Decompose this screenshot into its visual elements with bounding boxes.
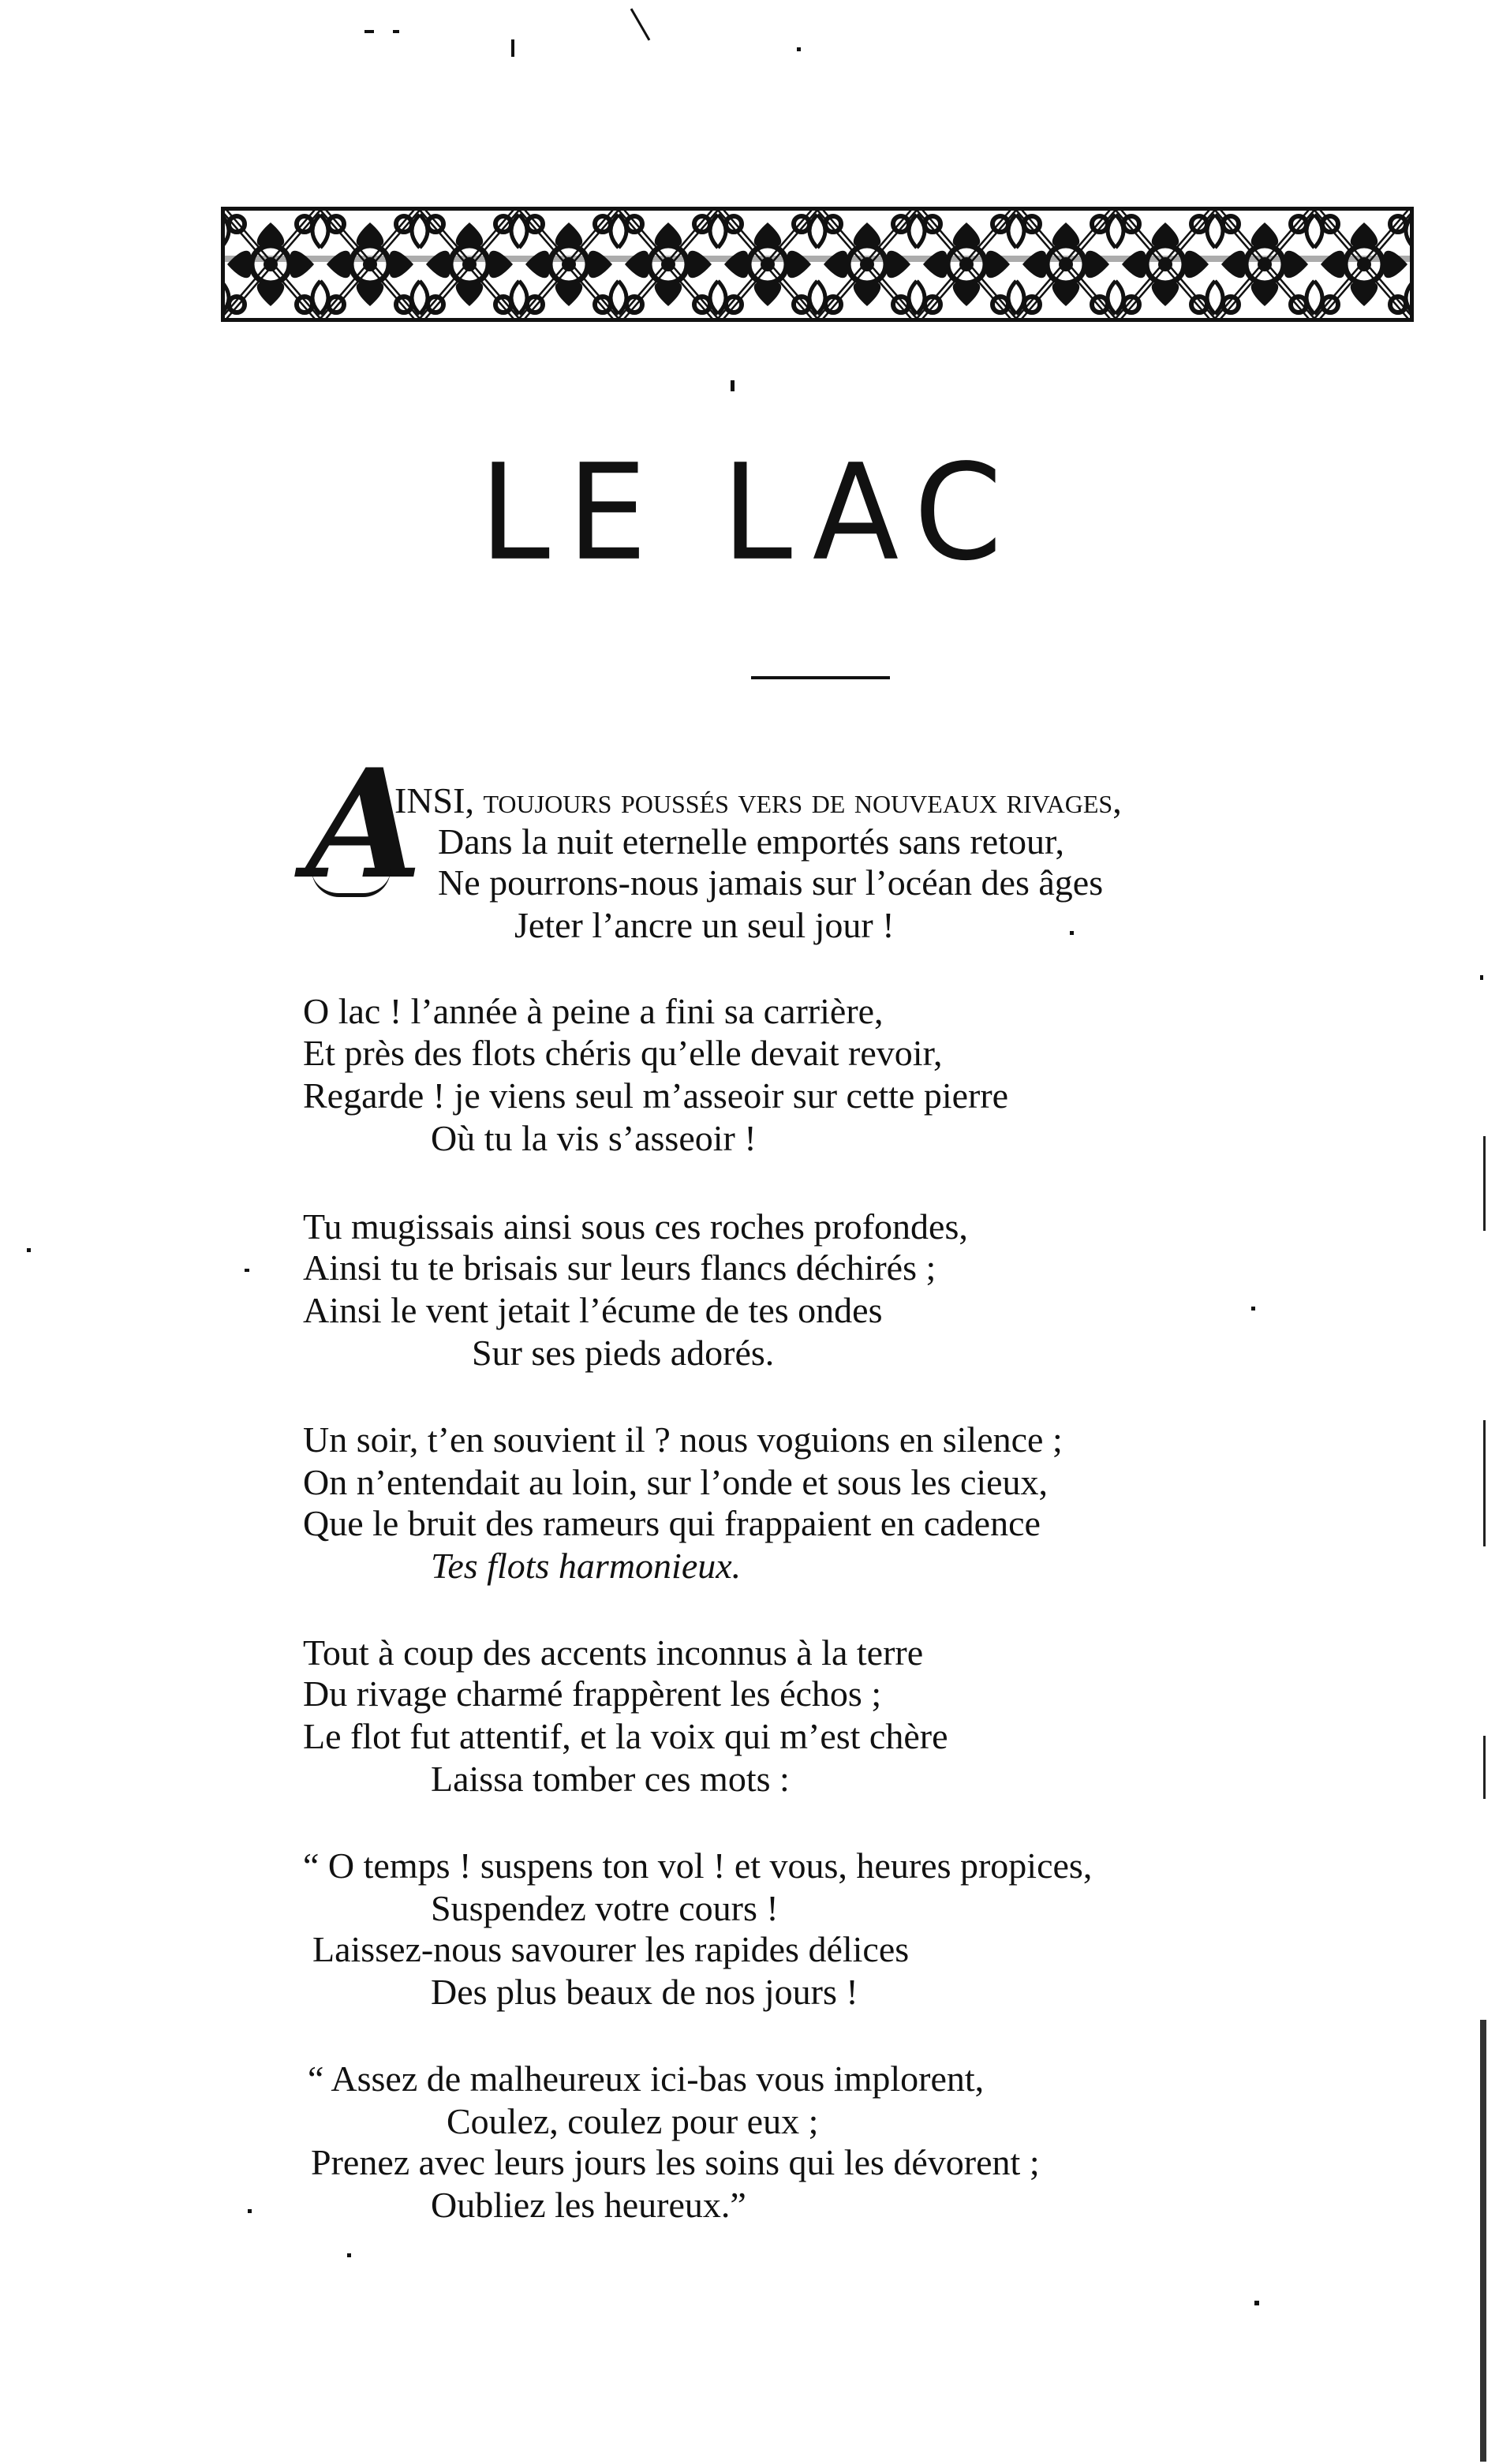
verse-line: Que le bruit des rameurs qui frappaient en cadence [303, 1503, 1041, 1543]
scan-edge-mark [1483, 1420, 1486, 1546]
verse-line: Ainsi tu te brisais sur leurs flancs déchirés ; [303, 1247, 936, 1288]
scan-speck [393, 30, 399, 33]
verse-line: On n’entendait au loin, sur l’onde et sous les cieux, [303, 1462, 1049, 1502]
verse-line: Le flot fut attentif, et la voix qui m’est chère [303, 1716, 948, 1756]
verse-line: Tout à coup des accents inconnus à la terre [303, 1632, 924, 1673]
verse-line: Laissa tomber ces mots : [431, 1759, 790, 1799]
verse-line: Ne pourrons-nous jamais sur l’océan des âges [438, 862, 1104, 903]
verse-line: Coulez, coulez pour eux ; [447, 2101, 819, 2141]
page-title: LE LAC [479, 435, 1020, 590]
scan-speck [1254, 2301, 1259, 2305]
verse-line: Suspendez votre cours ! [431, 1888, 779, 1928]
scan-speck [1480, 975, 1483, 980]
scan-speck [1251, 1307, 1255, 1311]
scan-speck [1070, 931, 1074, 935]
verse-line: Et près des flots chéris qu’elle devait revoir, [303, 1033, 943, 1073]
scan-speck [630, 8, 651, 40]
verse-line: Des plus beaux de nos jours ! [431, 1972, 858, 2012]
verse-line: Du rivage charmé frappèrent les échos ; [303, 1673, 882, 1714]
verse-line: Laissez-nous savourer les rapides délices [312, 1929, 910, 1969]
verse-line: Ainsi le vent jetait l’écume de tes ondes [303, 1290, 883, 1330]
scan-speck [511, 39, 514, 57]
verse-line: Prenez avec leurs jours les soins qui les dévorent ; [311, 2142, 1040, 2182]
verse-line: “ O temps ! suspens ton vol ! et vous, heures propices, [303, 1845, 1093, 1886]
scan-speck [731, 380, 735, 391]
verse-line-text: INSI, toujours poussés vers de nouveaux rivages, [394, 780, 1122, 821]
scan-edge-mark [1483, 1136, 1486, 1231]
verse-line: Dans la nuit eternelle emportés sans retour, [438, 821, 1064, 862]
scan-speck [347, 2253, 351, 2257]
scan-speck [27, 1248, 31, 1252]
verse-line-text: Tes flots harmonieux. [431, 1546, 742, 1586]
drop-cap: A [306, 736, 423, 912]
scan-edge-mark [1483, 1736, 1486, 1799]
scan-speck [245, 1269, 249, 1272]
verse-line: “ Assez de malheureux ici-bas vous implorent, [308, 2058, 985, 2099]
scan-edge-mark [1480, 2020, 1486, 2462]
scan-speck [797, 47, 801, 51]
verse-line: Oubliez les heureux.” [431, 2185, 746, 2225]
verse-line: Sur ses pieds adorés. [472, 1333, 775, 1373]
verse-line: Où tu la vis s’asseoir ! [431, 1118, 757, 1158]
verse-line: O lac ! l’année à peine a fini sa carrière, [303, 991, 884, 1031]
title-rule [751, 676, 890, 679]
scan-speck [364, 30, 374, 33]
verse-line [394, 780, 1122, 822]
verse-line: Jeter l’ancre un seul jour ! [514, 905, 895, 945]
verse-line: Tu mugissais ainsi sous ces roches profondes, [303, 1206, 968, 1247]
verse-line [431, 1545, 741, 1587]
verse-line: Regarde ! je viens seul m’asseoir sur cette pierre [303, 1075, 1009, 1116]
ornamental-header-band [221, 207, 1414, 322]
verse-line: Un soir, t’en souvient il ? nous voguions en silence ; [303, 1419, 1063, 1460]
scan-speck [248, 2209, 252, 2213]
